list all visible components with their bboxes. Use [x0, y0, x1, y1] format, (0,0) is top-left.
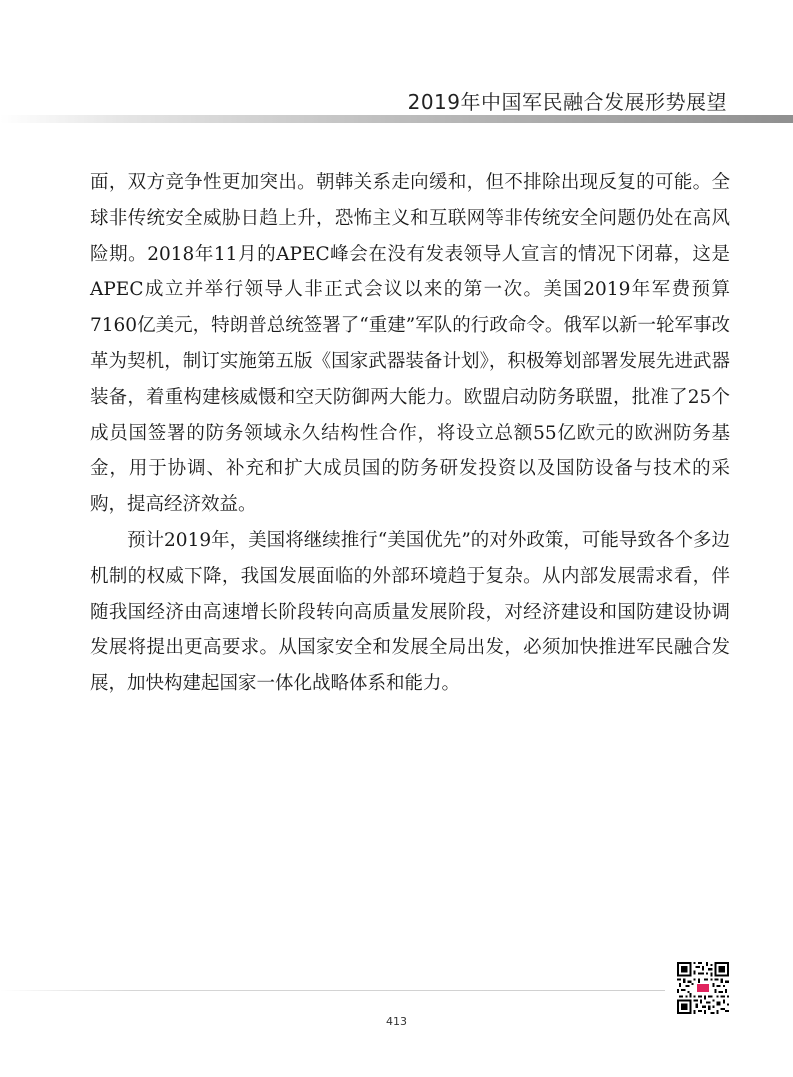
page-number: 413	[386, 1015, 407, 1028]
qr-code-icon	[677, 962, 729, 1014]
header-divider	[0, 115, 793, 123]
running-header-title: 2019年中国军民融合发展形势展望	[407, 90, 727, 114]
paragraph: 面，双方竞争性更加突出。朝韩关系走向缓和，但不排除出现反复的可能。全球非传统安全威胁日趋上升，恐怖主义和互联网等非传统安全问题仍处在高风险期。2018年11月的APEC峰会在没有发表领导人宣言的情况下闭幕，这是APEC成立并举行领导人非正式会议以来的第一次。美国2019年军费预算7160亿美元，特朗普总统签署了“重建”军队的行政命令。俄军以新一轮军事改革为契机，制订实施第五版《国家武器装备计划》，积极筹划部署发展先进武器装备，着重构建核威慑和空天防御两大能力。欧盟启动防务联盟，批准了25个成员国签署的防务领域永久结构性合作，将设立总额55亿欧元的欧洲防务基金，用于协调、补充和扩大成员国的防务研发投资以及国防设备与技术的采购，提高经济效益。	[90, 172, 730, 516]
paragraph: 预计2019年，美国将继续推行“美国优先”的对外政策，可能导致各个多边机制的权威下降，我国发展面临的外部环境趋于复杂。从内部发展需求看，伴随我国经济由高速增长阶段转向高质量发展阶段，对经济建设和国防建设协调发展将提出更高要求。从国家安全和发展全局出发，必须加快推进军民融合发展，加快构建起国家一体化战略体系和能力。	[90, 529, 730, 695]
body-text	[90, 165, 730, 702]
footer-divider	[0, 990, 665, 991]
